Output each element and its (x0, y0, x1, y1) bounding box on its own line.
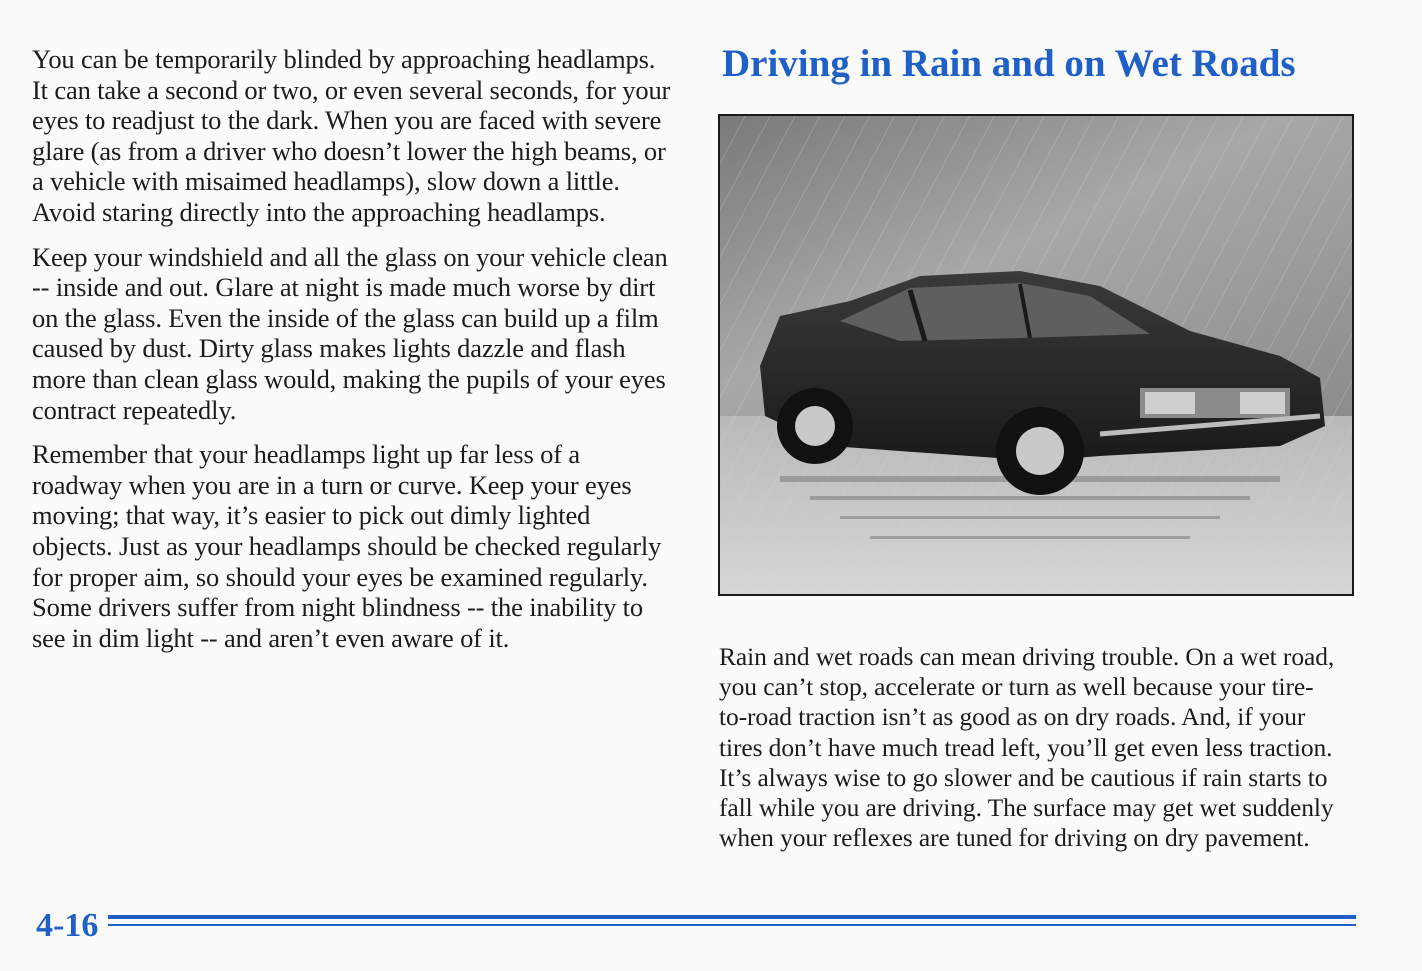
footer-rule (108, 915, 1356, 931)
car-in-rain-illustration (718, 114, 1354, 596)
paragraph-wet-roads: Rain and wet roads can mean driving trouble. On a wet road, you can’t stop, accelerate or turn as well because your tire-to-road traction isn’t as good as on dry roads. And, if your tires don’t have much tread left, you’ll get even less traction. It’s always wise to go slower and be cautious if rain starts to fall while you are driving. The surface may get wet suddenly when your reflexes are tuned for driving on dry pavement. (719, 642, 1335, 853)
section-heading: Driving in Rain and on Wet Roads (722, 42, 1296, 85)
paragraph-clean-glass: Keep your windshield and all the glass on your vehicle clean -- inside and out. Glare at night is made much worse by dirt on the glass. Even the inside of the glass can build up a film caused by dust. Dirty glass makes lights dazzle and flash more than clean glass would, making the pupils of your eyes contract repeatedly. (32, 241, 668, 425)
paragraph-glare: You can be temporarily blinded by approaching headlamps. It can take a second or two, or even several seconds, for your eyes to readjust to the dark. When you are faced with severe glare (as from a driver who doesn’t lower the high beams, or a vehicle with misaimed headlamps), slow down a little. Avoid staring directly into the approaching headlamps. (32, 44, 671, 227)
car-in-rain-image (720, 116, 1352, 594)
paragraph-night-vision: Remember that your headlamps light up far less of a roadway when you are in a turn or curve. Keep your eyes moving; that way, it’s easier to pick out dimly lighted objects. Just as your headlamps should be checked regularly for proper aim, so should your eyes be examined regularly. Some drivers suffer from night blindness -- the inability to see in dim light -- and aren’t even aware of it. (32, 439, 662, 653)
page-number: 4-16 (36, 907, 99, 944)
left-column (32, 44, 672, 667)
footer-rule-thin (108, 924, 1356, 926)
footer-rule-thick (108, 915, 1356, 919)
